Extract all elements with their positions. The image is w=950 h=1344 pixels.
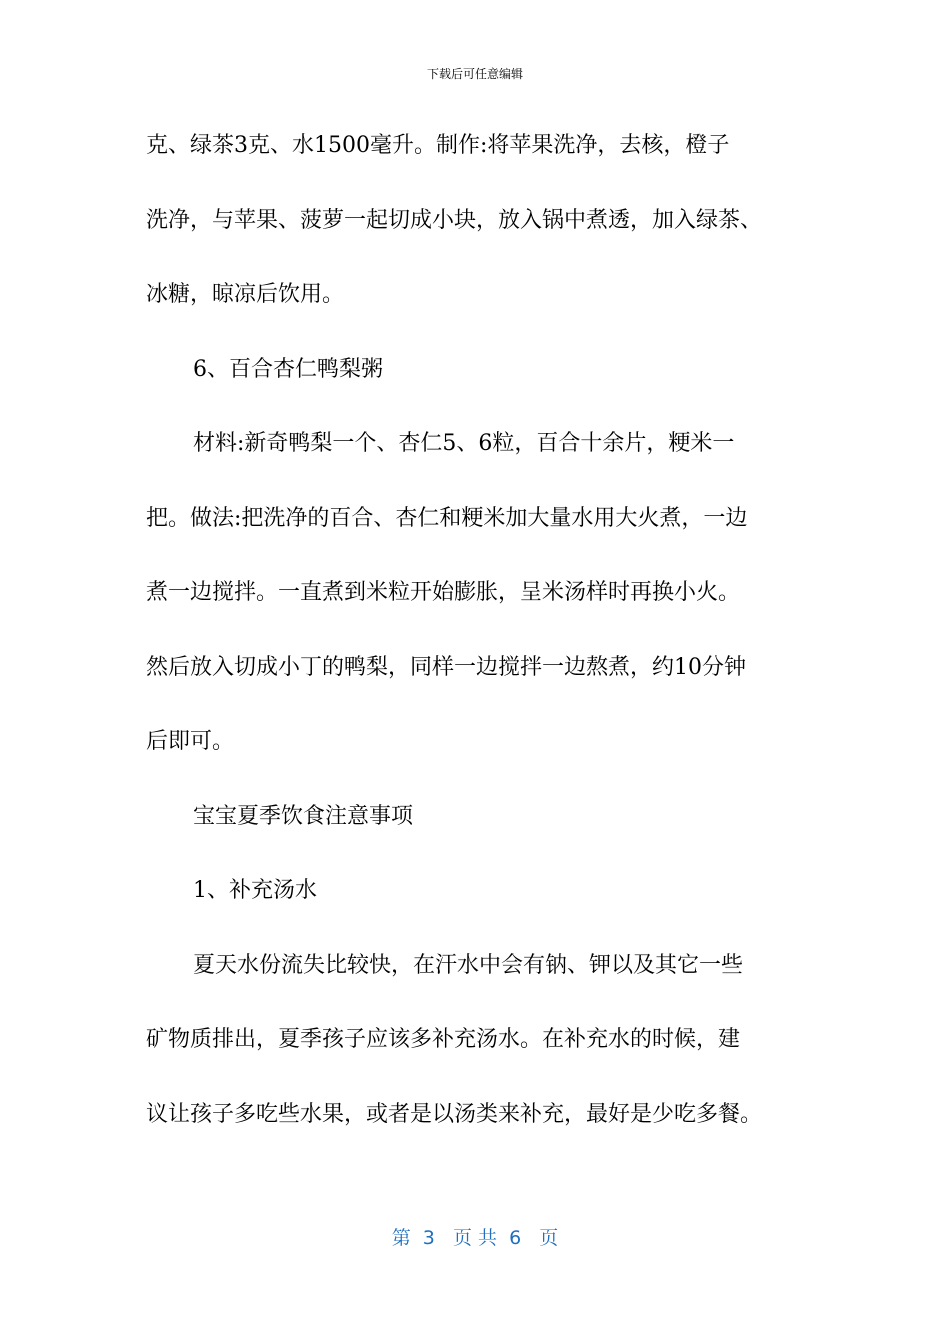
recipe-heading: 6、百合杏仁鸭梨粥: [193, 356, 383, 382]
page-number-footer: 第 3 页 共 6 页: [391, 1227, 559, 1249]
body-line: 材料:新奇鸭梨一个、杏仁5、6粒，百合十余片，粳米一: [193, 431, 735, 456]
body-line: 夏天水份流失比较快，在汗水中会有钠、钾以及其它一些: [193, 952, 744, 978]
body-line: 然后放入切成小丁的鸭梨，同样一边搅拌一边熬煮，约10分钟: [146, 654, 746, 680]
body-line: 议让孩子多吃些水果，或者是以汤类来补充，最好是少吃多餐。: [146, 1101, 763, 1127]
body-line: 克、绿茶3克、水1500毫升。制作:将苹果洗净，去核，橙子: [146, 133, 730, 158]
body-line: 后即可。: [146, 729, 235, 754]
subsection-heading: 1、补充汤水: [193, 878, 317, 903]
body-line: 煮一边搅拌。一直煮到米粒开始膨胀，呈米汤样时再换小火。: [146, 580, 741, 605]
document-body: [146, 122, 812, 1165]
body-line: 把。做法:把洗净的百合、杏仁和粳米加大量水用大火煮，一边: [146, 505, 748, 531]
body-line: 冰糖，晾凉后饮用。: [146, 282, 345, 307]
body-line: 矿物质排出，夏季孩子应该多补充汤水。在补充水的时候，建: [146, 1027, 741, 1052]
section-heading: 宝宝夏季饮食注意事项: [193, 803, 414, 829]
header-note: 下载后可任意编辑: [426, 67, 523, 81]
body-line: 洗净，与苹果、菠萝一起切成小块，放入锅中煮透，加入绿茶、: [146, 207, 763, 233]
